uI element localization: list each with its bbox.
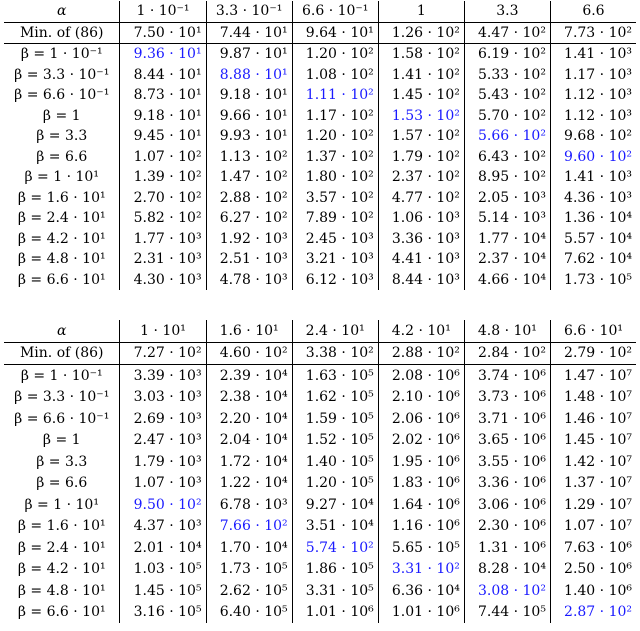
value-cell: 2.37 · 10⁴ <box>464 249 550 270</box>
value-cell: 3.06 · 10⁶ <box>464 494 550 516</box>
value-cell: 1.52 · 10⁵ <box>292 430 378 452</box>
value-cell: 4.78 · 10³ <box>206 270 292 291</box>
value-cell: 5.33 · 10² <box>464 65 550 86</box>
value-cell: 1.36 · 10⁴ <box>564 210 632 227</box>
table-row <box>4 147 636 168</box>
table-row <box>4 451 636 473</box>
table-row <box>4 365 636 387</box>
alpha-column-header: 6.6 <box>550 1 636 22</box>
min-value-cell: 7.27 · 10² <box>120 342 206 365</box>
value-cell: 1.79 · 10³ <box>120 451 206 473</box>
beta-row-label: β = 3.3 · 10⁻¹ <box>4 387 120 409</box>
highlighted-min-cell: 5.66 · 10² <box>464 126 550 147</box>
beta-row-label: β = 1.6 · 10¹ <box>4 188 120 209</box>
value-cell: 1.80 · 10² <box>292 167 378 188</box>
min-row <box>4 342 636 365</box>
value-cell: 9.66 · 10¹ <box>206 106 292 127</box>
value-cell: 9.45 · 10¹ <box>120 126 206 147</box>
value-cell: 1.48 · 10⁷ <box>564 389 632 406</box>
table-row <box>4 229 636 250</box>
value-cell: 2.20 · 10⁴ <box>206 408 292 430</box>
min-value-cell: 7.73 · 10² <box>550 22 636 44</box>
value-cell: 3.21 · 10³ <box>292 249 378 270</box>
value-cell: 1.20 · 10⁵ <box>292 473 378 495</box>
beta-row-label: β = 3.3 · 10⁻¹ <box>4 65 120 86</box>
value-cell: 3.71 · 10⁶ <box>464 408 550 430</box>
value-cell: 8.95 · 10² <box>464 167 550 188</box>
value-cell: 9.18 · 10¹ <box>206 85 292 106</box>
table-row <box>4 516 636 538</box>
value-cell: 1.73 · 10⁵ <box>206 559 292 581</box>
value-cell: 2.08 · 10⁶ <box>378 365 464 387</box>
min-value-cell: 2.79 · 10² <box>550 342 636 365</box>
value-cell: 2.69 · 10³ <box>120 408 206 430</box>
value-cell: 1.07 · 10⁷ <box>564 518 632 535</box>
table-row <box>4 602 636 624</box>
beta-row-label: β = 1 · 10¹ <box>4 494 120 516</box>
table-row <box>4 106 636 127</box>
min-row <box>4 22 636 44</box>
highlighted-min-cell: 5.74 · 10² <box>292 537 378 559</box>
beta-row-label: β = 6.6 · 10⁻¹ <box>4 408 120 430</box>
value-cell: 2.02 · 10⁶ <box>378 430 464 452</box>
value-cell: 2.47 · 10³ <box>120 430 206 452</box>
results-table-1 <box>4 1 636 290</box>
min-value-cell: 4.47 · 10² <box>464 22 550 44</box>
value-cell: 1.17 · 10³ <box>564 66 632 83</box>
table-row <box>4 537 636 559</box>
value-cell: 5.65 · 10⁵ <box>378 537 464 559</box>
value-cell: 1.12 · 10³ <box>564 107 632 124</box>
highlighted-min-cell: 7.66 · 10² <box>206 516 292 538</box>
value-cell: 1.37 · 10⁷ <box>564 475 632 492</box>
value-cell: 6.40 · 10⁵ <box>206 602 292 624</box>
highlighted-min-cell: 9.60 · 10² <box>564 148 632 165</box>
value-cell: 6.78 · 10³ <box>206 494 292 516</box>
value-cell: 3.74 · 10⁶ <box>464 365 550 387</box>
value-cell: 3.36 · 10³ <box>378 229 464 250</box>
table-row <box>4 408 636 430</box>
table-row <box>4 249 636 270</box>
highlighted-min-cell: 9.50 · 10² <box>120 494 206 516</box>
value-cell: 1.77 · 10³ <box>120 229 206 250</box>
alpha-column-header: 1.6 · 10¹ <box>206 320 292 342</box>
table-row <box>4 44 636 65</box>
value-cell: 1.86 · 10⁵ <box>292 559 378 581</box>
value-cell: 2.01 · 10⁴ <box>120 537 206 559</box>
value-cell: 1.16 · 10⁶ <box>378 516 464 538</box>
alpha-column-header: 2.4 · 10¹ <box>292 320 378 342</box>
value-cell: 7.44 · 10⁵ <box>464 602 550 624</box>
value-cell: 1.59 · 10⁵ <box>292 408 378 430</box>
value-cell: 1.31 · 10⁶ <box>464 537 550 559</box>
value-cell: 1.57 · 10² <box>378 126 464 147</box>
min-value-cell: 2.84 · 10² <box>464 342 550 365</box>
beta-row-label: β = 4.8 · 10¹ <box>4 249 120 270</box>
beta-row-label: β = 1 · 10¹ <box>4 167 120 188</box>
min-value-cell: 4.60 · 10² <box>206 342 292 365</box>
value-cell: 2.62 · 10⁵ <box>206 580 292 602</box>
value-cell: 6.12 · 10³ <box>292 270 378 291</box>
value-cell: 9.93 · 10¹ <box>206 126 292 147</box>
value-cell: 3.31 · 10⁵ <box>292 580 378 602</box>
table-row <box>4 387 636 409</box>
value-cell: 5.14 · 10³ <box>464 208 550 229</box>
beta-row-label: β = 6.6 · 10¹ <box>4 602 120 624</box>
value-cell: 1.12 · 10³ <box>564 87 632 104</box>
value-cell: 1.92 · 10³ <box>206 229 292 250</box>
table-row <box>4 559 636 581</box>
value-cell: 1.70 · 10⁴ <box>206 537 292 559</box>
alpha-header: α <box>4 1 120 22</box>
table-row <box>4 270 636 291</box>
value-cell: 2.10 · 10⁶ <box>378 387 464 409</box>
alpha-column-header: 1 · 10⁻¹ <box>120 1 206 22</box>
min-row-label: Min. of (86) <box>4 22 120 44</box>
value-cell: 2.06 · 10⁶ <box>378 408 464 430</box>
value-cell: 1.08 · 10² <box>292 65 378 86</box>
table-row <box>4 167 636 188</box>
highlighted-min-cell: 2.87 · 10² <box>564 604 632 621</box>
value-cell: 3.51 · 10⁴ <box>292 516 378 538</box>
table-row <box>4 580 636 602</box>
alpha-column-header: 3.3 <box>464 1 550 22</box>
value-cell: 1.07 · 10³ <box>120 473 206 495</box>
value-cell: 1.40 · 10⁵ <box>292 451 378 473</box>
value-cell: 1.22 · 10⁴ <box>206 473 292 495</box>
header-row <box>4 1 636 22</box>
value-cell: 3.57 · 10² <box>292 188 378 209</box>
value-cell: 1.42 · 10⁷ <box>564 453 632 470</box>
value-cell: 1.45 · 10² <box>378 85 464 106</box>
value-cell: 2.39 · 10⁴ <box>206 365 292 387</box>
value-cell: 1.72 · 10⁴ <box>206 451 292 473</box>
beta-row-label: β = 3.3 <box>4 126 120 147</box>
value-cell: 4.36 · 10³ <box>564 189 632 206</box>
value-cell: 1.13 · 10² <box>206 147 292 168</box>
value-cell: 4.37 · 10³ <box>120 516 206 538</box>
value-cell: 8.28 · 10⁴ <box>464 559 550 581</box>
value-cell: 6.36 · 10⁴ <box>378 580 464 602</box>
beta-row-label: β = 6.6 <box>4 473 120 495</box>
value-cell: 2.38 · 10⁴ <box>206 387 292 409</box>
value-cell: 1.41 · 10³ <box>564 169 632 186</box>
beta-row-label: β = 6.6 · 10⁻¹ <box>4 85 120 106</box>
value-cell: 2.45 · 10³ <box>292 229 378 250</box>
beta-row-label: β = 2.4 · 10¹ <box>4 208 120 229</box>
alpha-column-header: 4.8 · 10¹ <box>464 320 550 342</box>
alpha-column-header: 1 · 10¹ <box>120 320 206 342</box>
value-cell: 5.43 · 10² <box>464 85 550 106</box>
value-cell: 1.41 · 10³ <box>564 46 632 63</box>
value-cell: 8.44 · 10¹ <box>120 65 206 86</box>
value-cell: 1.29 · 10⁷ <box>564 496 632 513</box>
table-row <box>4 430 636 452</box>
value-cell: 5.57 · 10⁴ <box>564 230 632 247</box>
value-cell: 1.37 · 10² <box>292 147 378 168</box>
highlighted-min-cell: 8.88 · 10¹ <box>206 65 292 86</box>
value-cell: 9.27 · 10⁴ <box>292 494 378 516</box>
value-cell: 4.77 · 10² <box>378 188 464 209</box>
table-row <box>4 188 636 209</box>
value-cell: 3.55 · 10⁶ <box>464 451 550 473</box>
min-value-cell: 9.64 · 10¹ <box>292 22 378 44</box>
beta-row-label: β = 2.4 · 10¹ <box>4 537 120 559</box>
beta-row-label: β = 4.8 · 10¹ <box>4 580 120 602</box>
value-cell: 1.73 · 10⁵ <box>564 271 632 288</box>
value-cell: 9.87 · 10¹ <box>206 44 292 65</box>
value-cell: 3.65 · 10⁶ <box>464 430 550 452</box>
table-row <box>4 65 636 86</box>
value-cell: 2.04 · 10⁴ <box>206 430 292 452</box>
value-cell: 1.20 · 10² <box>292 44 378 65</box>
value-cell: 5.70 · 10² <box>464 106 550 127</box>
value-cell: 1.41 · 10² <box>378 65 464 86</box>
table-row <box>4 494 636 516</box>
beta-row-label: β = 1 <box>4 430 120 452</box>
beta-row-label: β = 3.3 <box>4 451 120 473</box>
value-cell: 1.47 · 10² <box>206 167 292 188</box>
beta-row-label: β = 4.2 · 10¹ <box>4 229 120 250</box>
value-cell: 1.07 · 10² <box>120 147 206 168</box>
header-row <box>4 320 636 342</box>
value-cell: 2.88 · 10² <box>206 188 292 209</box>
value-cell: 7.89 · 10² <box>292 208 378 229</box>
value-cell: 1.79 · 10² <box>378 147 464 168</box>
alpha-column-header: 6.6 · 10⁻¹ <box>292 1 378 22</box>
min-value-cell: 2.88 · 10² <box>378 342 464 365</box>
value-cell: 4.30 · 10³ <box>120 270 206 291</box>
value-cell: 9.18 · 10¹ <box>120 106 206 127</box>
value-cell: 6.43 · 10² <box>464 147 550 168</box>
min-value-cell: 3.38 · 10² <box>292 342 378 365</box>
highlighted-min-cell: 9.36 · 10¹ <box>120 44 206 65</box>
value-cell: 9.68 · 10² <box>564 128 632 145</box>
value-cell: 1.01 · 10⁶ <box>292 602 378 624</box>
highlighted-min-cell: 3.08 · 10² <box>464 580 550 602</box>
value-cell: 8.73 · 10¹ <box>120 85 206 106</box>
value-cell: 1.40 · 10⁶ <box>564 582 632 599</box>
value-cell: 6.19 · 10² <box>464 44 550 65</box>
value-cell: 2.37 · 10² <box>378 167 464 188</box>
value-cell: 3.16 · 10⁵ <box>120 602 206 624</box>
value-cell: 4.66 · 10⁴ <box>464 270 550 291</box>
beta-row-label: β = 6.6 · 10¹ <box>4 270 120 291</box>
value-cell: 1.95 · 10⁶ <box>378 451 464 473</box>
value-cell: 1.47 · 10⁷ <box>564 367 632 384</box>
value-cell: 1.77 · 10⁴ <box>464 229 550 250</box>
table-row <box>4 85 636 106</box>
table-row <box>4 473 636 495</box>
value-cell: 1.39 · 10² <box>120 167 206 188</box>
value-cell: 1.83 · 10⁶ <box>378 473 464 495</box>
beta-row-label: β = 4.2 · 10¹ <box>4 559 120 581</box>
value-cell: 2.70 · 10² <box>120 188 206 209</box>
value-cell: 2.30 · 10⁶ <box>464 516 550 538</box>
min-value-cell: 7.44 · 10¹ <box>206 22 292 44</box>
highlighted-min-cell: 1.11 · 10² <box>292 85 378 106</box>
value-cell: 2.05 · 10³ <box>464 188 550 209</box>
alpha-column-header: 1 <box>378 1 464 22</box>
min-row-label: Min. of (86) <box>4 342 120 365</box>
value-cell: 3.39 · 10³ <box>120 365 206 387</box>
value-cell: 1.62 · 10⁵ <box>292 387 378 409</box>
alpha-header: α <box>4 320 120 342</box>
min-value-cell: 1.26 · 10² <box>378 22 464 44</box>
value-cell: 2.50 · 10⁶ <box>564 561 632 578</box>
value-cell: 3.03 · 10³ <box>120 387 206 409</box>
beta-row-label: β = 1 · 10⁻¹ <box>4 44 120 65</box>
results-table-2 <box>4 320 636 623</box>
value-cell: 8.44 · 10³ <box>378 270 464 291</box>
value-cell: 6.27 · 10² <box>206 208 292 229</box>
value-cell: 1.03 · 10⁵ <box>120 559 206 581</box>
highlighted-min-cell: 1.53 · 10² <box>378 106 464 127</box>
value-cell: 3.73 · 10⁶ <box>464 387 550 409</box>
value-cell: 1.06 · 10³ <box>378 208 464 229</box>
value-cell: 1.63 · 10⁵ <box>292 365 378 387</box>
value-cell: 2.51 · 10³ <box>206 249 292 270</box>
value-cell: 1.20 · 10² <box>292 126 378 147</box>
value-cell: 4.41 · 10³ <box>378 249 464 270</box>
value-cell: 7.62 · 10⁴ <box>564 251 632 268</box>
beta-row-label: β = 1.6 · 10¹ <box>4 516 120 538</box>
beta-row-label: β = 1 · 10⁻¹ <box>4 365 120 387</box>
table-row <box>4 208 636 229</box>
value-cell: 1.01 · 10⁶ <box>378 602 464 624</box>
value-cell: 1.46 · 10⁷ <box>564 410 632 427</box>
value-cell: 1.58 · 10² <box>378 44 464 65</box>
beta-row-label: β = 1 <box>4 106 120 127</box>
value-cell: 1.45 · 10⁵ <box>120 580 206 602</box>
alpha-column-header: 3.3 · 10⁻¹ <box>206 1 292 22</box>
value-cell: 3.36 · 10⁶ <box>464 473 550 495</box>
min-value-cell: 7.50 · 10¹ <box>120 22 206 44</box>
alpha-column-header: 6.6 · 10¹ <box>550 320 636 342</box>
value-cell: 1.45 · 10⁷ <box>564 432 632 449</box>
value-cell: 2.31 · 10³ <box>120 249 206 270</box>
value-cell: 5.82 · 10² <box>120 208 206 229</box>
highlighted-min-cell: 3.31 · 10² <box>378 559 464 581</box>
beta-row-label: β = 6.6 <box>4 147 120 168</box>
value-cell: 1.17 · 10² <box>292 106 378 127</box>
alpha-column-header: 4.2 · 10¹ <box>378 320 464 342</box>
value-cell: 1.64 · 10⁶ <box>378 494 464 516</box>
value-cell: 7.63 · 10⁶ <box>564 539 632 556</box>
table-row <box>4 126 636 147</box>
